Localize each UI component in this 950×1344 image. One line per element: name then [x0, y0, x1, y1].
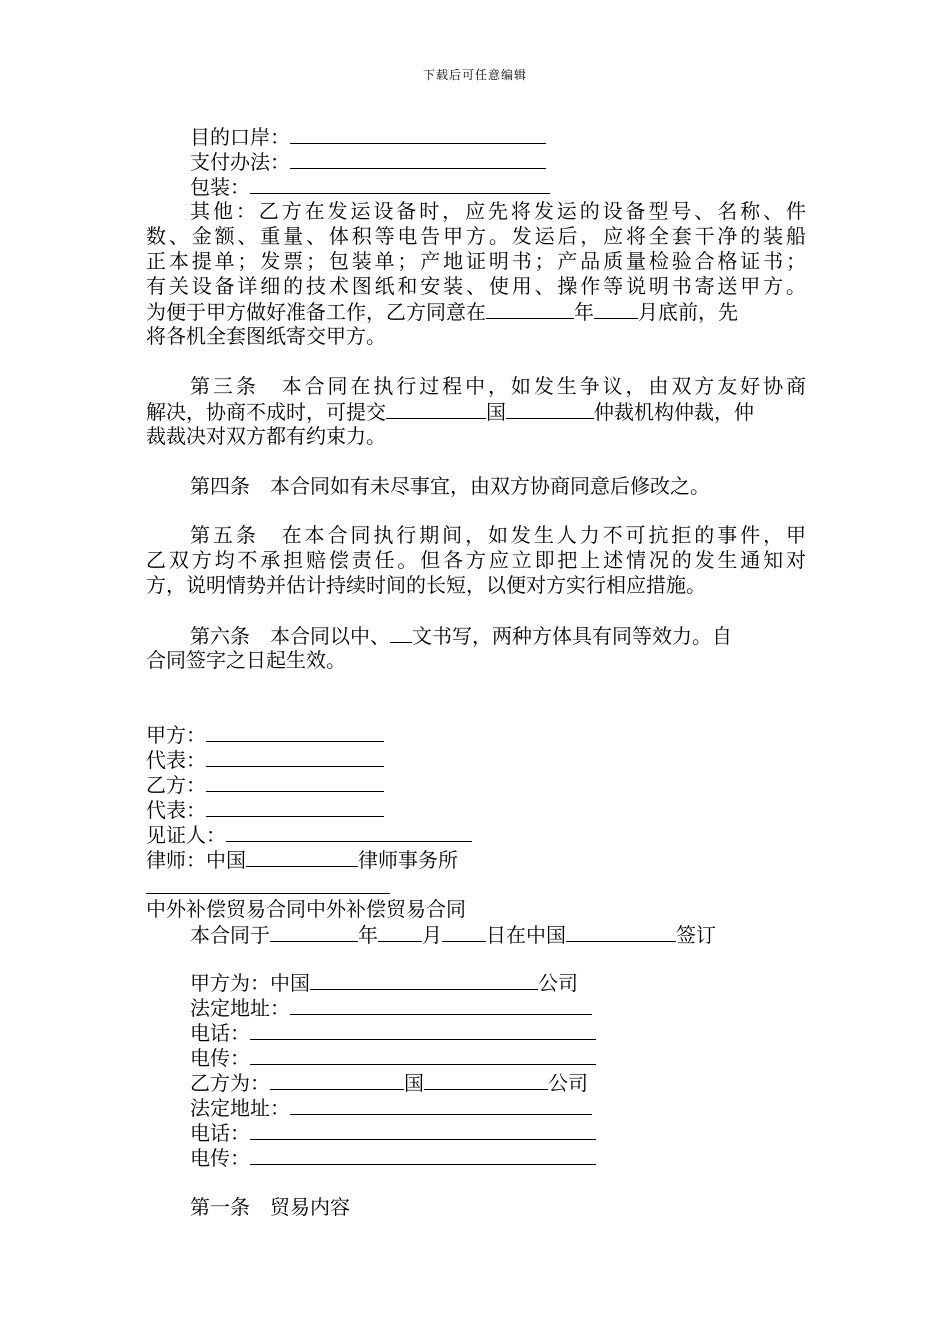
lawyer-sign-line — [146, 847, 458, 873]
contract2-sign-line — [190, 922, 716, 948]
contract2-a-phone-line — [190, 1020, 596, 1046]
article3-text-a: 解决，协商不成时，可提交 — [146, 400, 386, 424]
b-phone-label: 电话： — [190, 1121, 250, 1145]
contract2-b-fax-line — [190, 1145, 596, 1171]
sign-text-b: 年 — [358, 923, 378, 947]
article3-line-2 — [146, 399, 754, 425]
party-a-company-blank — [310, 970, 538, 990]
article6-text-b: 文书写，两种方体具有同等效力。自 — [412, 624, 732, 648]
contract2-b-address-line — [190, 1095, 592, 1121]
lawyer-text-a: 律师：中国 — [146, 848, 246, 872]
article6-text-a: 第六条 本合同以中、 — [190, 624, 390, 648]
sign-year-blank — [270, 922, 358, 942]
party-a-label: 甲方： — [146, 723, 206, 747]
rep-a-label: 代表： — [146, 748, 206, 772]
sign-place-blank — [566, 922, 676, 942]
sign-text-e: 签订 — [676, 923, 716, 947]
article5-line-3: 方，说明情势并估计持续时间的长短，以便对方实行相应措施。 — [146, 573, 706, 597]
a-fax-blank — [250, 1045, 596, 1065]
other-line-3: 正本提单；发票；包装单；产地证明书；产品质量检验合格证书； — [146, 249, 806, 273]
contract2-title: 中外补偿贸易合同中外补偿贸易合同 — [146, 897, 466, 921]
prep-text-c: 月底前，先 — [638, 300, 738, 324]
party-b-company-blank — [424, 1070, 548, 1090]
article3-text-b: 国 — [486, 400, 506, 424]
sign-text-c: 月 — [422, 923, 442, 947]
b-address-blank — [290, 1095, 592, 1115]
b-address-label: 法定地址： — [190, 1096, 290, 1120]
article4-line: 第四条 本合同如有未尽事宜，由双方协商同意后修改之。 — [190, 474, 710, 498]
article3-line-1: 第三条 本合同在执行过程中，如发生争议，由双方友好协商 — [190, 374, 806, 398]
party-b-label: 乙方： — [146, 773, 206, 797]
arbitration-country-blank — [386, 399, 486, 419]
port-blank — [290, 124, 546, 144]
contract2-party-b-line — [190, 1070, 588, 1096]
a-address-blank — [290, 995, 592, 1015]
prep-year-blank — [486, 299, 574, 319]
sign-day-blank — [442, 922, 486, 942]
contract2-a-address-line — [190, 995, 592, 1021]
other-line-1: 其他：乙方在发运设备时，应先将发运的设备型号、名称、件 — [190, 199, 806, 223]
a-phone-blank — [250, 1020, 596, 1040]
a-address-label: 法定地址： — [190, 996, 290, 1020]
page-header: 下载后可任意编辑 — [422, 68, 527, 82]
sign-text-d: 日在中国 — [486, 923, 566, 947]
witness-blank — [226, 822, 472, 842]
language-blank — [390, 623, 412, 643]
rep-b-blank — [206, 797, 384, 817]
article3-line-3: 裁裁决对双方都有约束力。 — [146, 424, 386, 448]
contract2-article1: 第一条 贸易内容 — [190, 1195, 350, 1219]
rep-b-sign-line — [146, 797, 384, 823]
sign-month-blank — [378, 922, 422, 942]
b-fax-label: 电传： — [190, 1146, 250, 1170]
rep-a-sign-line — [146, 747, 384, 773]
payment-line — [190, 149, 546, 175]
article3-text-c: 仲裁机构仲裁，仲 — [594, 400, 754, 424]
party-b-blank — [206, 772, 384, 792]
party-a-sign-line — [146, 722, 384, 748]
contract2-a-fax-line — [190, 1045, 596, 1071]
prep-text-b: 年 — [574, 300, 594, 324]
port-line — [190, 124, 546, 150]
lawyer-text-b: 律师事务所 — [358, 848, 458, 872]
packing-blank — [250, 174, 550, 194]
b-phone-blank — [250, 1120, 596, 1140]
prep-last-line: 将各机全套图纸寄交甲方。 — [146, 324, 386, 348]
rep-a-blank — [206, 747, 384, 767]
b-fax-blank — [250, 1145, 596, 1165]
contract2-b-phone-line — [190, 1120, 596, 1146]
party-b-country-blank — [270, 1070, 404, 1090]
arbitration-body-blank — [506, 399, 594, 419]
party-a-text-a: 甲方为：中国 — [190, 971, 310, 995]
packing-line — [190, 174, 550, 200]
payment-label: 支付办法： — [190, 150, 290, 174]
law-firm-blank — [246, 847, 358, 867]
a-fax-label: 电传： — [190, 1046, 250, 1070]
witness-sign-line — [146, 822, 472, 848]
party-a-text-b: 公司 — [538, 971, 578, 995]
party-b-text-a: 乙方为： — [190, 1071, 270, 1095]
article6-line-2: 合同签字之日起生效。 — [146, 648, 346, 672]
party-b-text-b: 国 — [404, 1071, 424, 1095]
prep-line — [146, 299, 738, 325]
contract2-party-a-line — [190, 970, 578, 996]
prep-text-a: 为便于甲方做好准备工作，乙方同意在 — [146, 300, 486, 324]
prep-month-blank — [594, 299, 638, 319]
packing-label: 包装： — [190, 175, 250, 199]
article6-line-1 — [190, 623, 732, 649]
rep-b-label: 代表： — [146, 798, 206, 822]
sign-text-a: 本合同于 — [190, 923, 270, 947]
payment-blank — [290, 149, 546, 169]
other-line-2: 数、金额、重量、体积等电告甲方。发运后，应将全套干净的装船 — [146, 224, 806, 248]
party-a-blank — [206, 722, 384, 742]
party-b-text-c: 公司 — [548, 1071, 588, 1095]
witness-label: 见证人： — [146, 823, 226, 847]
article5-line-2: 乙双方均不承担赔偿责任。但各方应立即把上述情况的发生通知对 — [146, 548, 806, 572]
party-b-sign-line — [146, 772, 384, 798]
article5-line-1: 第五条 在本合同执行期间，如发生人力不可抗拒的事件，甲 — [190, 523, 806, 547]
a-phone-label: 电话： — [190, 1021, 250, 1045]
port-label: 目的口岸： — [190, 125, 290, 149]
separator-rule — [146, 893, 390, 894]
other-line-4: 有关设备详细的技术图纸和安装、使用、操作等说明书寄送甲方。 — [146, 274, 806, 298]
